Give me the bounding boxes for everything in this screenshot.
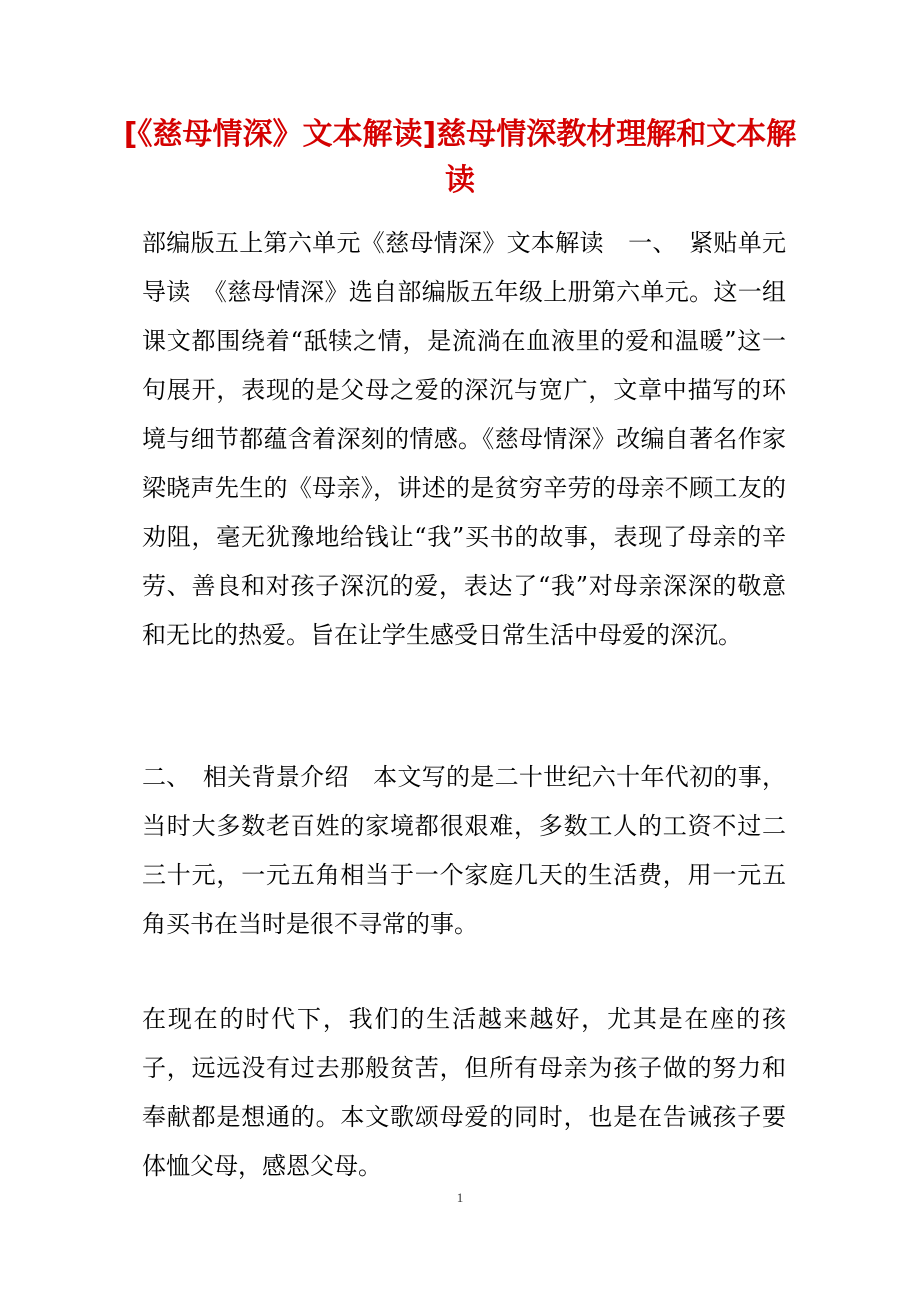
paragraph-modern-times: 在现在的时代下，我们的生活越来越好，尤其是在座的孩子，远远没有过去那般贫苦，但所有母亲为孩子做的努力和奉献都是想通的。本文歌颂母爱的同时，也是在告诫孩子要体恤父母，感恩父母。 <box>142 1005 786 1180</box>
paragraph-unit-guide: 部编版五上第六单元《慈母情深》文本解读 一、 紧贴单元导读 《慈母情深》选自部编版五年级上册第六单元。这一组课文都围绕着“舐犊之情，是流淌在血液里的爱和温暖”这一句展开，表现的是父母之爱的深沉与宽广，文章中描写的环境与细节都蕴含着深刻的情感。《慈母情深》改编自著名作家梁晓声先生的《母亲》，讲述的是贫穷辛劳的母亲不顾工友的劝阻，毫无犹豫地给钱让“我”买书的故事，表现了母亲的辛劳、善良和对孩子深沉的爱，表达了“我”对母亲深深的敬意和无比的热爱。旨在让学生感受日常生活中母爱的深沉。 <box>142 229 786 649</box>
page-number: 1 <box>456 1190 464 1205</box>
document-title: [《慈母情深》文本解读]慈母情深教材理解和文本解读 <box>123 117 797 198</box>
paragraph-background: 二、 相关背景介绍 本文写的是二十世纪六十年代初的事，当时大多数老百姓的家境都很艰难，多数工人的工资不过二三十元，一元五角相当于一个家庭几天的生活费，用一元五角买书在当时是很不寻常的事。 <box>142 763 786 938</box>
